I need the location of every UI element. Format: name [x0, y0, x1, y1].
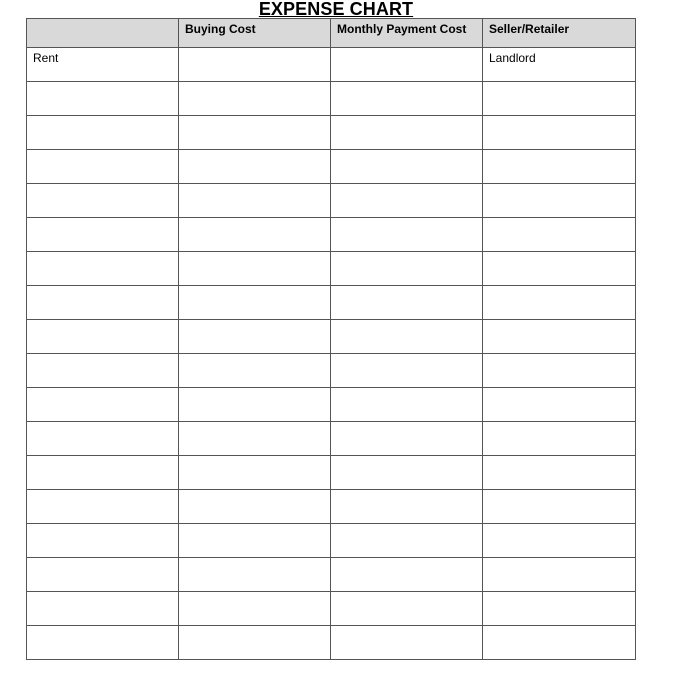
table-cell[interactable]: [179, 490, 331, 524]
table-cell[interactable]: [179, 592, 331, 626]
table-row: [27, 388, 636, 422]
table-cell[interactable]: [179, 558, 331, 592]
table-cell[interactable]: [483, 558, 636, 592]
column-header: [27, 19, 179, 48]
header-row: [27, 19, 636, 48]
table-cell[interactable]: [331, 456, 483, 490]
table-cell[interactable]: [331, 48, 483, 82]
table-row: [27, 150, 636, 184]
table-cell[interactable]: [27, 490, 179, 524]
table-row: [27, 286, 636, 320]
table-cell[interactable]: [179, 320, 331, 354]
column-header: Buying Cost: [179, 19, 331, 48]
table-cell[interactable]: [27, 422, 179, 456]
table-row: [27, 592, 636, 626]
table-cell[interactable]: [179, 48, 331, 82]
table-cell[interactable]: [179, 184, 331, 218]
expense-table: [26, 18, 636, 660]
table-cell[interactable]: [179, 388, 331, 422]
table-cell[interactable]: [483, 116, 636, 150]
page-title: EXPENSE CHART: [258, 0, 414, 19]
table-cell[interactable]: [179, 626, 331, 660]
table-cell[interactable]: [331, 422, 483, 456]
table-cell[interactable]: [483, 626, 636, 660]
table-cell[interactable]: [483, 456, 636, 490]
table-cell[interactable]: [331, 320, 483, 354]
table-cell[interactable]: [483, 490, 636, 524]
table-cell[interactable]: [483, 184, 636, 218]
table-cell[interactable]: [179, 82, 331, 116]
table-cell[interactable]: [331, 490, 483, 524]
table-row: [27, 490, 636, 524]
table-row: [27, 558, 636, 592]
table-cell[interactable]: [483, 82, 636, 116]
table-cell[interactable]: [179, 286, 331, 320]
table-cell[interactable]: [27, 592, 179, 626]
table-cell[interactable]: [27, 82, 179, 116]
table-cell[interactable]: Landlord: [483, 48, 636, 82]
table-cell[interactable]: [483, 286, 636, 320]
table-cell[interactable]: [483, 150, 636, 184]
table-row: [27, 116, 636, 150]
table-cell[interactable]: [27, 150, 179, 184]
table-cell[interactable]: [331, 116, 483, 150]
table-row: [27, 354, 636, 388]
table-cell[interactable]: [483, 388, 636, 422]
table-row: [27, 252, 636, 286]
table-row: [27, 524, 636, 558]
table-cell[interactable]: [483, 354, 636, 388]
table-cell[interactable]: [179, 354, 331, 388]
table-cell[interactable]: [27, 558, 179, 592]
table-cell[interactable]: [331, 354, 483, 388]
table-cell[interactable]: [27, 116, 179, 150]
table-cell[interactable]: [179, 150, 331, 184]
table-cell[interactable]: [483, 592, 636, 626]
table-cell[interactable]: [331, 592, 483, 626]
table-cell[interactable]: [331, 252, 483, 286]
table-cell[interactable]: [331, 286, 483, 320]
table-cell[interactable]: [27, 354, 179, 388]
table-cell[interactable]: [483, 524, 636, 558]
table-cell[interactable]: [483, 320, 636, 354]
table-row: [27, 320, 636, 354]
table-cell[interactable]: [27, 252, 179, 286]
table-cell[interactable]: [331, 388, 483, 422]
table-cell[interactable]: [331, 218, 483, 252]
table-row: [27, 422, 636, 456]
table-cell[interactable]: [27, 388, 179, 422]
table-cell[interactable]: [483, 422, 636, 456]
table-row: [27, 218, 636, 252]
table-cell[interactable]: [331, 626, 483, 660]
column-header: Seller/Retailer: [483, 19, 636, 48]
table-cell[interactable]: [27, 218, 179, 252]
table-cell[interactable]: [179, 218, 331, 252]
table-row: [27, 48, 636, 82]
table-cell[interactable]: [27, 184, 179, 218]
table-row: [27, 626, 636, 660]
table-cell[interactable]: [27, 626, 179, 660]
table-cell[interactable]: [27, 286, 179, 320]
table-cell[interactable]: [331, 82, 483, 116]
table-row: [27, 456, 636, 490]
table-cell[interactable]: [179, 116, 331, 150]
table-cell[interactable]: [483, 218, 636, 252]
table-cell[interactable]: [331, 184, 483, 218]
table-cell[interactable]: [331, 150, 483, 184]
table-cell[interactable]: [331, 524, 483, 558]
table-cell[interactable]: Rent: [27, 48, 179, 82]
table-cell[interactable]: [27, 456, 179, 490]
table-cell[interactable]: [179, 252, 331, 286]
table-cell[interactable]: [483, 252, 636, 286]
table-cell[interactable]: [27, 320, 179, 354]
table-cell[interactable]: [331, 558, 483, 592]
table-cell[interactable]: [27, 524, 179, 558]
table-body: [27, 48, 636, 660]
column-header: Monthly Payment Cost: [331, 19, 483, 48]
table-cell[interactable]: [179, 422, 331, 456]
table-row: [27, 184, 636, 218]
table-cell[interactable]: [179, 524, 331, 558]
table-cell[interactable]: [179, 456, 331, 490]
table-row: [27, 82, 636, 116]
